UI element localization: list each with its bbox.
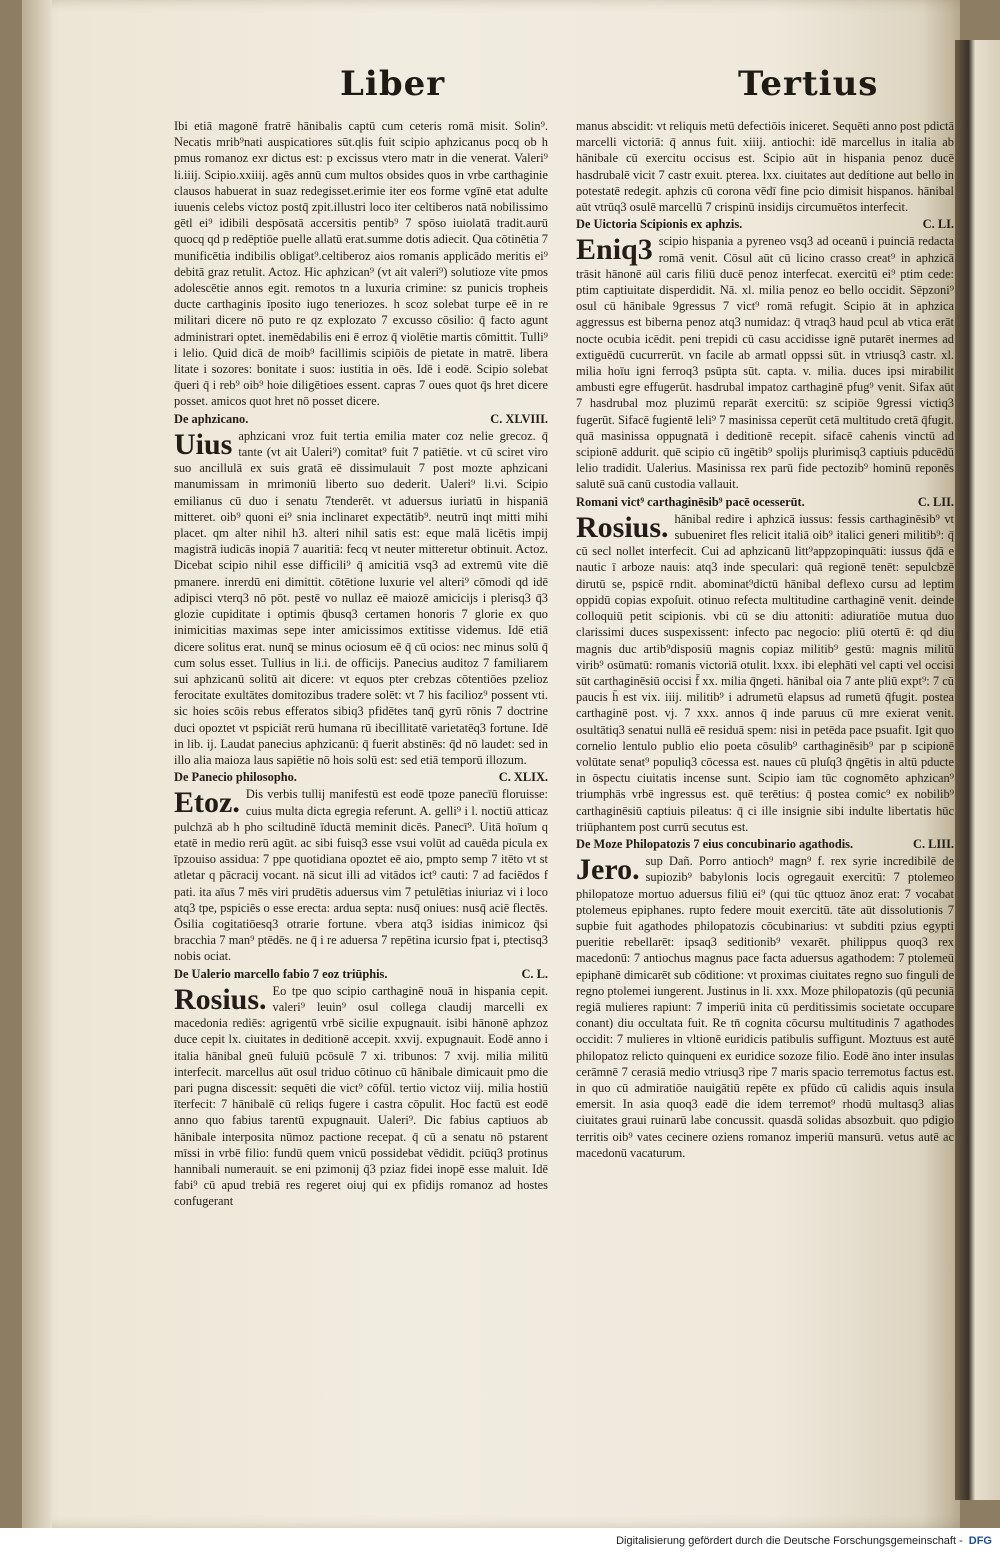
paragraph-text: sup Dañ. Porro antioch⁹ magn⁹ f. rex syrie incredibilē de supiozib⁹ babylonis locis ogregauit exercitū: 7 ptolemeo philopatoze mortuo aduersus filiū ei⁹ (qui tūc qttuoz ānoz erat: 7 vocabat ptolemeus epiphanes. rupto federe mouit exercitū. tāte aūt dissolutionis 7 supbie fuit agathodes philopatozis cōcubinarius: vt subditi pzius egypti pueritie rebellarēt: ipsaq3 seditionib⁹ vexarēt. philippus quoq3 rex macedonū: 7 antiochus magnus pace facta aduersus agathodem: 7 ptolemeū epiphanē dimicarēt sub cōditione: vt proximas ciuitates regno suo finguli de regno ptolemei iungerent. Justinus in li. xxx. Moze philopatozis (qū pecuniā regiā mulieres rapiunt: 7 imperiū inita cū perditissimis societate occupare conant) diu occultata fuit. Re tn̄ cognita cōcursu multitudinis 7 agathodes occidit: 7 mulieres in vltionē euridicis patibulis suffigunt. Moztuus est autē philopatoz relicto quinqueni ex euridice sozoze filio. Eodē āno inter insulas cerāmnē 7 cerasiā medio vtriusq3 ripe 7 maris spacio terremotus factus est. in quo cū admiratiōe nauigātiū repēte ex pfūdo cū calidis aquis insula emersit. In asia quoq3 eadē die idem terremot⁹ rhodū multasq3 alias ciuitates graui ruinarū labe concussit. quasdā solidas absozbuit. quo pdigio territis oib⁹ vates cecinere oziens romanoz imperiū mansurū. vetus autē ac macedonū vacaturum. bbox=[576, 854, 954, 1160]
paragraph bbox=[174, 786, 548, 964]
chapter-title: De Uictoria Scipionis ex aphzis. bbox=[576, 217, 743, 232]
chapter-title: De Panecio philosopho. bbox=[174, 770, 297, 785]
chapter-heading bbox=[174, 769, 548, 785]
paragraph: Ibi etiā magonē fratrē hānibalis captū cum ceteris romā misit. Solin⁹. Necatis mrib⁹nati auspicatiores sūt.qlis fuit scipio aphzicanus pocq ob h pmus romanoz exr dictus est: p excissus vtero matr in die venerat. Valeri⁹ li.iiij. Scipio.xxiiij. agēs annū cum multos obsides quos in vrbe carthaginie clausos habuerat in suaz redegisset.erimie iter eos forme vgīnē etat adulte iuuenis celebs victoz postq̄ zpit.illustri loco iter celtiberos natā nobilissimo gētl ei⁹ idibili despōsatā accersitis pentib⁹ 7 spōso iuiolatā tradit.aurū quocq qd p redēptiōe puelle allatū erat.summe dotis adiecit. Qua cōtinētia 7 munificētia indibilis obligat⁹.celtiberoz aios romanis applicādo meritis ei⁹ debitā graz retulit. Actoz. Hic aphzican⁹ (vt ait valeri⁹) solutioze vite pmos adolescētie annos egit. remotos tn a luxuria crimine: sz punicis tropheis ducte carthaginis īposito iugo teneriozes. h scoz solebat turpe eē in re militari dicere nō puto re qz explozato 7 excusso cōsilio: q̄ facto agunt administrari optet. inemēdabilis eni ē erroz q̄ violētie martis cōmittit. Tulli⁹ i lelio. Quid dicā de moib⁹ facillimis scipiōis de pietate in matrē. libera litate i sozores: bonitate i suos: iustitia in oēs. Idē i eodē. Scipio solebat q̄ueri q̄ i reb⁹ oib⁹ hoie diligētioes essent. capras 7 oues quot q̄s hret dicere posset. amicos quot hret nō posset dicere. bbox=[174, 119, 549, 409]
chapter-title: De aphzicano. bbox=[174, 411, 249, 426]
initial-word: Rosius. bbox=[174, 982, 267, 1016]
paragraph-text: Eo tpe quo scipio carthaginē nouā in hispania cepit. valeri⁹ leuin⁹ osul collega claudij marcelli ex macedonia rediēs: agrigentū vrbē sicilie expugnauit. isibi hānonē aphzoz duce cepit lx. ciuitates in deditionē accepit. xxvij. expugnauit. Eodē anno i italia hānibal gneū fuluiū pcōsulē 7 xi. tribunos: 7 xvij. milia militū interfecit. marcellus aūt osul triduo cōtinuo cū hānibale dimicauit pmo die pari pugna discessit: sequēti die vict⁹ cōfūl. tertio victoz viij. milia hostiū īterfecit: 7 hānibalē cū reliqs fugere i castra cōpulit. Hoc factū est eodē anno quo fabius tarentū expugnauit. Ualeri⁹. Dic fabius captiuos ab hānibale interposita nūmoz pactione recepat. q̄ cū a senatu nō pstarent mīssi in vrbē filio: fundū quem vnicū possidebat vēdidit. pciūq3 protinus hannibali numerauit. se eni pzimonij q̄3 pziaz fidei inopē esse maluit. Idē fabi⁹ cū apud trebiā res regeret oiuj qui ex pfidijs romanoz ad hostes confugerant bbox=[174, 983, 548, 1209]
footer-text: Digitalisierung gefördert durch die Deutsche Forschungsgemeinschaft - bbox=[616, 1534, 963, 1547]
chapter-number: C. L. bbox=[521, 966, 548, 981]
initial-word: Etoz. bbox=[174, 786, 240, 820]
digitization-footer bbox=[0, 1528, 1000, 1553]
initial-word: Eniq3 bbox=[576, 233, 653, 267]
left-column bbox=[174, 118, 548, 1210]
chapter-number: C. LII. bbox=[917, 494, 954, 509]
chapter-heading bbox=[174, 966, 548, 982]
running-header-right: Tertius bbox=[738, 64, 879, 104]
chapter-heading bbox=[576, 216, 954, 232]
page-gutter bbox=[22, 0, 52, 1528]
paragraph bbox=[174, 428, 548, 768]
chapter-number: C. LIII. bbox=[913, 836, 954, 851]
chapter-title: Romani vict⁹ carthaginēsib⁹ pacē ocesserūt. bbox=[576, 494, 805, 509]
facing-page-edge bbox=[955, 40, 1000, 1500]
chapter-heading bbox=[576, 836, 954, 852]
chapter-heading bbox=[576, 494, 954, 510]
paragraph bbox=[576, 853, 954, 1161]
chapter-number: C. LI. bbox=[922, 217, 954, 232]
chapter-number: C. XLIX. bbox=[498, 770, 548, 785]
initial-word: Uius bbox=[174, 427, 233, 461]
paragraph-text: Dis verbis tullij manifestū est eodē tpoze panecīū floruisse: cuius multa dicta egregia referunt. A. gelli⁹ i l. noctiū atticaz pulchzā ab h pho sciltudinē īductā meminit dicēs. Panecī⁹. Uitā hoīum q etatē in medio rerū agūt. ac sibi fuisq3 esse vsui volūt ad cauēda picula ex īpzouiso assidua: 7 ppe quotidiana opoztet eē aio, pmpto semp 7 itēto vt st atletar q pācracij vocant. nā sicut illi ad vitādos ict⁹ cauti: 7 ad faciēdos f pati. ita aīus 7 mēs viri prudētis aduersus vim 7 petulētias iniuriaz vi i loco atq3 tpe, pspiciēs o esse erecta: ardua septa: nusq̄ oniues: nusq̄ aciē flectēs. Ōsilia cogitatiōesq3 otrarie fortune. vbera atq3 isidias inimicoz q̄si bracchia 7 man⁹ ptēdēs. ne q̄ i re aduersa 7 repētina icursio fpat i, ptectisq3 nobis ociat. bbox=[174, 787, 548, 964]
running-header-left: Liber bbox=[340, 64, 446, 104]
chapter-heading bbox=[174, 411, 548, 427]
chapter-title: De Ualerio marcello fabio 7 eoz triūphis. bbox=[174, 966, 388, 981]
paragraph: manus abscidit: vt reliquis metū defectiōis iniceret. Sequēti anno post pdictā marcelli victoriā: q̄ annus fuit. xiiij. antiochi: idē marcellus in italia ab hānibale cū exercitu occisus est. Scipio aūt in hispania penoz ducē hasdrubalē vicit 7 castr exuit. pterea. lxx. ciuitates aut dedítione aut bello in potestatē redegit. aphzis cū corona vēdī fine pcio dimisit hispanos. hānibal aūt vtrūq3 osulē marcellū 7 crispinū insidijs circumuētos interfecit. bbox=[576, 119, 954, 215]
paragraph-text: aphzicani vroz fuit tertia emilia mater coz nelie grecoz. q̄ tante (vt ait Ualeri⁹) comitat⁹ fuit 7 patiētie. vt cū sciret viro suo ancillulā ex suis gratā eē dissimulauit 7 post mozte aphzicani manumissam in mrimoniū liberto suo dederit. Ualeri⁹ li.vi. Scipio emilianus cū duo i senatu 7tenderēt. vt aduersus iuriatū in hispaniā mitteret. oib⁹ quoni ei⁹ snia inclinaret expectātib⁹. neutrū inqt mitti mihi placet. qm alter nihil h3. alteri nihil satis est: eque malā licētis impij magistrā iudicās inopiā 7 auaritiā: fecq vt neuter mitteretur obtinuit. Actoz. Dicebat scipio nihil esse difficili⁹ q̄ amicitiā vsq3 ad extremū vite diē pmanere. inrerdū eni dimittit. cōtētione luxurie vel alteri⁹ cōmodi qd idē adipisci vterq3 nō pōt. pestē vo nullaz eē maiozē amicicijs i plerisq3 q̄3 glozie cupiditate i optimis q̄busq3 certamen honoris 7 glorie ex quo inimicitias maximas sepe inter amicissimos extitisse videmus. Idē etiā dicere solitus erat. nunq̄ se minus ociosum eē q̄ cū ocios: nec minus solū q̄ cum solus esset. Tullius in li.i. de officijs. Panecius auditoz 7 familiarem sui aphzicanū solitū ait dicere: vt equos pter crebzas cōtentiōes pzelioz ferocitate exultātes domitozibus tradere solēt: vt 7 his facilioz⁹ possent vti. sic hoies scōis rebus efferatos sibiq3 pfidētes tanq̄ gyrū rōnis 7 doctrine duci opoztet vt pspiciāt rerū humana rū ibecillitatē varietatēq3 fortune. Idē in lib. ij. Laudat panecius aphzicanū: q̄ fuerit abstinēs: q̄d nō laudet: sed in illo alia maioza laus sapiētie nō hois solū est: sed etiā temporū illozum. bbox=[174, 428, 548, 767]
initial-word: Jero. bbox=[576, 853, 640, 887]
dfg-logo: DFG bbox=[968, 1534, 992, 1547]
paragraph bbox=[174, 983, 548, 1210]
paragraph-text: scipio hispania a pyreneo vsq3 ad oceanū i puinciā redacta romā venit. Cōsul aūt cū licino crasso creat⁹ in aphzicā trāsit hānonē aūl caris filiū ducē penoz interfecat. exercitū ei⁹ ptim cede: ptim captiuitate disperdidit. Nā. xl. milia penoz eo bello occidit. Sēpzoni⁹ osul cū hānibale 9gressus 7 vict⁹ romā refugit. Scipio āt in aphzica aggressus est biberna penoz atq3 numidaz: q̄ vtraq3 haud pcul ab vtica erāt nocte ocubia icēdit. peni trepidi cū casu accidisse ignē putarēt inermes ad extiguēdū cucurrerūt. vn facile ab armatl oppssi sūt. in vtriusq3 castr. xl. milia hoīu igni ferroq3 psūpta sūt. capta. v. milia. duces ipsi mirabilit ambusti egre effugerūt. hasdrubal impatoz carthaginē pfug⁹ venit. Sifax aūt 7 hasdrubal moz pluzimū reparāt exercitū: sz scipiōe 9gressi victiq3 fugerūt. Sifacē fugientē leli⁹ 7 masinissa ceperūt cetā multitudo cretā q̄fugit. quā masinissa oppugnatā i deditionē recepit. sifacē cahenis vinctū ad scipionē addurit. quē scipio cū ingētib⁹ spolijs plurimisq3 captiuis pducēdū lelio tradidit. Ualerius. Masinissa rex parū fide pectozib⁹ hominū reponēs salutē suā canū custodia vallauit. bbox=[576, 234, 954, 492]
paragraph-text: hānibal redire i aphzicā iussus: fessis carthaginēsib⁹ vt subueniret fles relicit italiā oib⁹ italici generi militib⁹: q̄ cū secl nollet interfecit. Cui ad aphzicanū litt⁹appzopinquāti: iussus q̄dā e nautic ī arboze nauis: atq3 inde speculari: quā regionē tenēt: sepulcbzē dirutū se, pspicē rndit. abominat⁹dictū hānibal deflexo cursu ad leptim oppidū copias expoſuit. otinuo refecta multitudine carthaginē venit. deinde colloquiū petit scipionis. vbi cū se diu attoniti: adiuratiōe mutua duo clarissimi duces suspexissent: infecto pac negocio: pliū otertū ē: qd diu magnis duc artib⁹disposiū magnis copiaz militib⁹ gestū: magnis militū virib⁹ osūmatū: romanis victoriā otulit. lxxx. ibi elephāti vel capti vel occisi sūt carthaginēsiū occisi f̄ xx. milia q̄ngeti. hānibal oia 7 ante pliū expt⁹: 7 cū paucis h̄ est vix. iiij. militib⁹ i adrumetū elapsus ad rumetū q̄fugit. postea carthaginē post. vj. 7 xxx. annos q̄ inde paruus cū mre exierat venit. osultātiq3 senatui nullā eē residuā spem: nisi in petēda pace psuafit. Igit quo cornelio lentulo publio elio poeta cōsulib⁹ carthaginēsib⁹ par p scipionē volūtate senat⁹ populiq3 cōcessa est. naues cū pluſq3 q̄ngētis in altū pducte in ōspectu ciuitatis incense sunt. Scipio iam tūc cognomēto aphzican⁹ triumphās vrbē ingressus est. quē terētius: q̄ postea comic⁹ ex nobilib⁹ carthaginēsiū captiuis pileatus: q̄ ci ille insignie sibi indulte libertatis hūc triūphantem post currū secutus est. bbox=[576, 511, 954, 834]
paragraph bbox=[576, 233, 954, 492]
right-column bbox=[576, 118, 954, 1161]
chapter-number: C. XLVIII. bbox=[490, 411, 548, 426]
initial-word: Rosius. bbox=[576, 510, 669, 544]
chapter-title: De Moze Philopatozis 7 eius concubinario agathodis. bbox=[576, 836, 854, 851]
paragraph bbox=[576, 511, 954, 835]
